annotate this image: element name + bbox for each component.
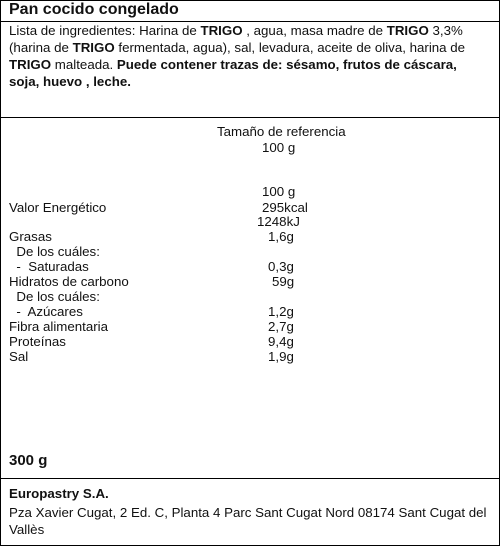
nutrient-value: 295kcal — [262, 200, 308, 215]
divider — [0, 478, 500, 479]
allergen-wheat: TRIGO — [72, 40, 115, 55]
allergen-wheat: TRIGO — [386, 23, 429, 38]
ingredients-text: , agua, masa madre de — [242, 23, 387, 38]
nutrient-label: - Saturadas — [9, 259, 89, 274]
nutrient-value: 1248kJ — [257, 214, 300, 229]
nutrient-label: Sal — [9, 349, 29, 364]
nutrient-label: Proteínas — [9, 334, 66, 349]
divider — [0, 117, 500, 118]
allergen-wheat: TRIGO — [200, 23, 243, 38]
nutrition-column-header: 100 g — [262, 184, 296, 199]
allergen-trace-warning: Puede contener trazas de: sésamo, frutos de cáscara, soja, huevo , leche. — [9, 57, 457, 89]
product-title: Pan cocido congelado — [9, 1, 179, 18]
reference-size-amount: 100 g — [262, 140, 296, 155]
nutrient-label: De los cuáles: — [9, 289, 100, 304]
nutrient-value: 59g — [272, 274, 295, 289]
nutrient-label: Fibra alimentaria — [9, 319, 109, 334]
nutrient-value: 9,4g — [268, 334, 294, 349]
nutrient-label: De los cuáles: — [9, 244, 100, 259]
reference-size-header: Tamaño de referencia — [217, 124, 346, 139]
nutrient-label: Grasas — [9, 229, 52, 244]
nutrient-value: 1,2g — [268, 304, 294, 319]
ingredients-list — [9, 22, 489, 90]
ingredients-text: 3,3% (harina de — [9, 23, 463, 55]
nutrient-label: Valor Energético — [9, 200, 107, 215]
nutrient-value: 1,9g — [268, 349, 294, 364]
nutrient-value: 1,6g — [268, 229, 294, 244]
ingredients-text: malteada. — [51, 57, 117, 72]
net-weight: 300 g — [9, 452, 48, 469]
company-name: Europastry S.A. — [9, 486, 109, 501]
allergen-wheat: TRIGO — [9, 57, 52, 72]
company-address: Pza Xavier Cugat, 2 Ed. C, Planta 4 Parc Sant Cugat Nord 08174 Sant Cugat del Vallès — [9, 505, 487, 537]
nutrient-label: Hidratos de carbono — [9, 274, 129, 289]
nutrient-label: - Azúcares — [9, 304, 83, 319]
ingredients-text: fermentada, agua), sal, levadura, aceite de oliva, harina de — [114, 40, 466, 55]
nutrient-value: 2,7g — [268, 319, 294, 334]
nutrient-value: 0,3g — [268, 259, 294, 274]
ingredients-text: Lista de ingredientes: Harina de — [9, 23, 201, 38]
